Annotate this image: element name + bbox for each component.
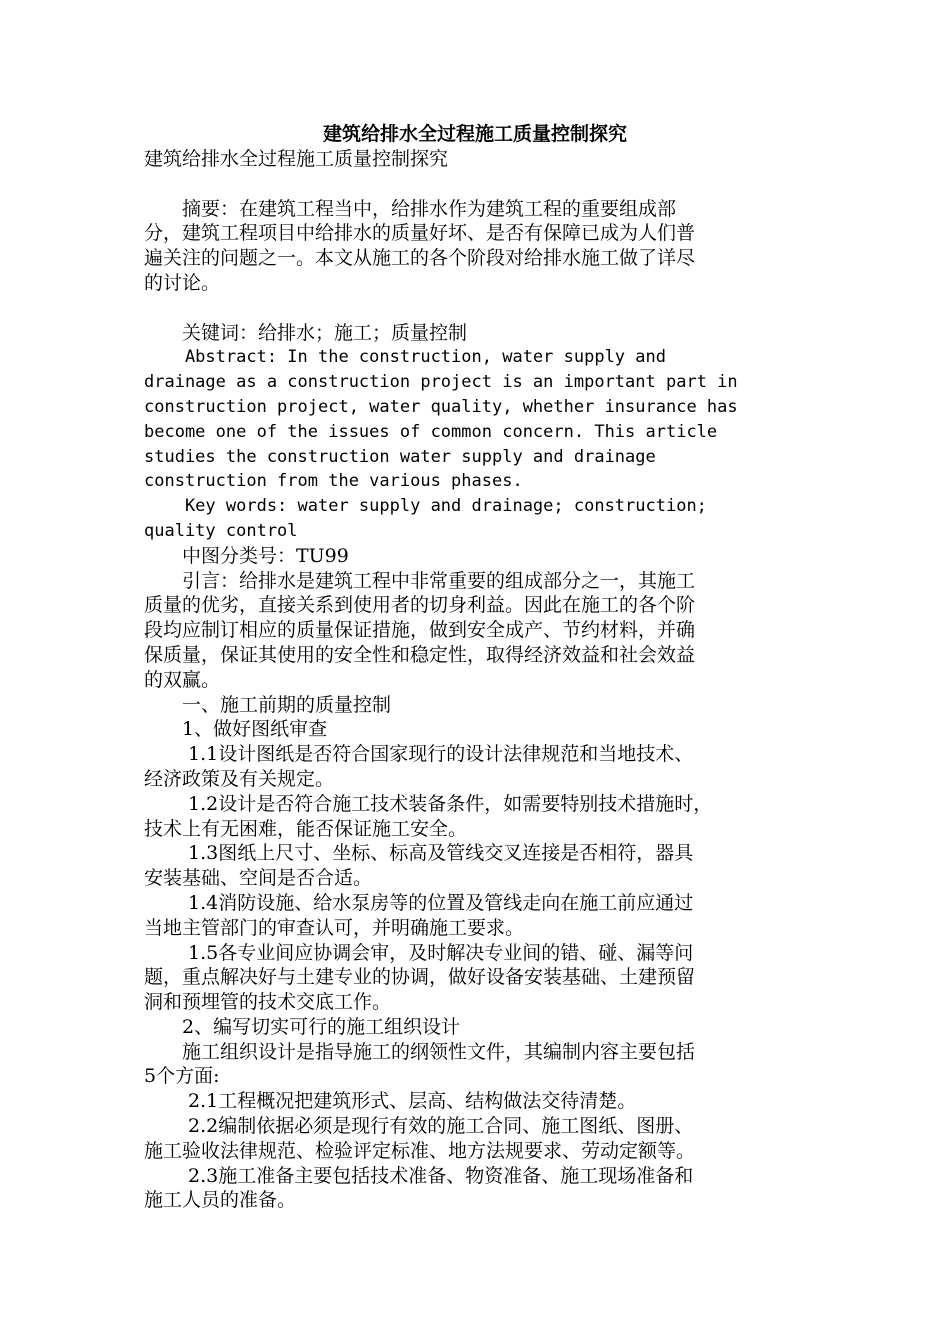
subsection-heading: 2、编写切实可行的施工组织设计 xyxy=(144,1015,461,1038)
blank-line xyxy=(144,172,814,197)
abstract-cn-line: 的讨论。 xyxy=(144,271,221,294)
keywords-en-line: Key words: water supply and drainage; construction; xyxy=(144,496,707,517)
list-item-line: 2.1工程概况把建筑形式、层高、结构做法交待清楚。 xyxy=(144,1090,637,1113)
list-item-line: 题，重点解决好与土建专业的协调，做好设备安装基础、土建预留 xyxy=(144,966,696,989)
section-heading: 一、施工前期的质量控制 xyxy=(144,693,392,716)
list-item-line: 1.4消防设施、给水泵房等的位置及管线走向在施工前应通过 xyxy=(144,891,694,914)
list-item-line: 经济政策及有关规定。 xyxy=(144,767,335,790)
abstract-en-line: construction from the various phases. xyxy=(144,471,523,492)
list-item-line: 技术上有无困难，能否保证施工安全。 xyxy=(144,817,468,840)
abstract-cn-line: 摘要：在建筑工程当中，给排水作为建筑工程的重要组成部 xyxy=(144,197,677,220)
subsection-heading: 1、做好图纸审查 xyxy=(144,718,328,741)
list-item-line: 1.1设计图纸是否符合国家现行的设计法律规范和当地技术、 xyxy=(144,743,694,766)
list-item-line: 洞和预埋管的技术交底工作。 xyxy=(144,991,392,1014)
clc-number: 中图分类号：TU99 xyxy=(144,544,349,567)
abstract-en-line: construction project, water quality, whether insurance has xyxy=(144,396,738,417)
list-item-line: 2.2编制依据必须是现行有效的施工合同、施工图纸、图册、 xyxy=(144,1115,694,1138)
abstract-en-line: Abstract: In the construction, water supply and xyxy=(144,347,666,368)
intro-line: 引言：给排水是建筑工程中非常重要的组成部分之一，其施工 xyxy=(144,569,696,592)
list-item-line: 施工验收法律规范、检验评定标准、地方法规要求、劳动定额等。 xyxy=(144,1139,696,1162)
intro-line: 段均应制订相应的质量保证措施，做到安全成产、节约材料，并确 xyxy=(144,619,696,642)
abstract-en-line: become one of the issues of common concern. This article xyxy=(144,421,718,442)
document-body xyxy=(144,147,814,1213)
intro-line: 质量的优劣，直接关系到使用者的切身利益。因此在施工的各个阶 xyxy=(144,594,696,617)
paragraph-line: 5个方面: xyxy=(144,1065,220,1088)
list-item-line: 2.3施工准备主要包括技术准备、物资准备、施工现场准备和 xyxy=(144,1164,694,1187)
intro-line: 的双赢。 xyxy=(144,668,221,691)
abstract-cn-line: 遍关注的问题之一。本文从施工的各个阶段对给排水施工做了详尽 xyxy=(144,247,696,270)
list-item-line: 1.2设计是否符合施工技术装备条件，如需要特别技术措施时， xyxy=(144,792,713,815)
abstract-en-line: drainage as a construction project is an important part in xyxy=(144,372,738,393)
list-item-line: 施工人员的准备。 xyxy=(144,1189,297,1212)
document-title: 建筑给排水全过程施工质量控制探究 xyxy=(322,123,627,145)
blank-line xyxy=(144,296,814,321)
list-item-line: 安装基础、空间是否合适。 xyxy=(144,867,373,890)
keywords-en-line: quality control xyxy=(144,520,298,541)
document-subtitle: 建筑给排水全过程施工质量控制探究 xyxy=(144,148,449,170)
list-item-line: 1.5各专业间应协调会审，及时解决专业间的错、碰、漏等问 xyxy=(144,941,694,964)
list-item-line: 当地主管部门的审查认可，并明确施工要求。 xyxy=(144,916,525,939)
abstract-cn-line: 分，建筑工程项目中给排水的质量好坏、是否有保障已成为人们普 xyxy=(144,222,696,245)
keywords-cn: 关键词：给排水；施工；质量控制 xyxy=(144,321,468,344)
intro-line: 保质量，保证其使用的安全性和稳定性，取得经济效益和社会效益 xyxy=(144,643,696,666)
list-item-line: 1.3图纸上尺寸、坐标、标高及管线交叉连接是否相符，器具 xyxy=(144,842,694,865)
paragraph-line: 施工组织设计是指导施工的纲领性文件，其编制内容主要包括 xyxy=(144,1040,696,1063)
abstract-en-line: studies the construction water supply and drainage xyxy=(144,446,656,467)
